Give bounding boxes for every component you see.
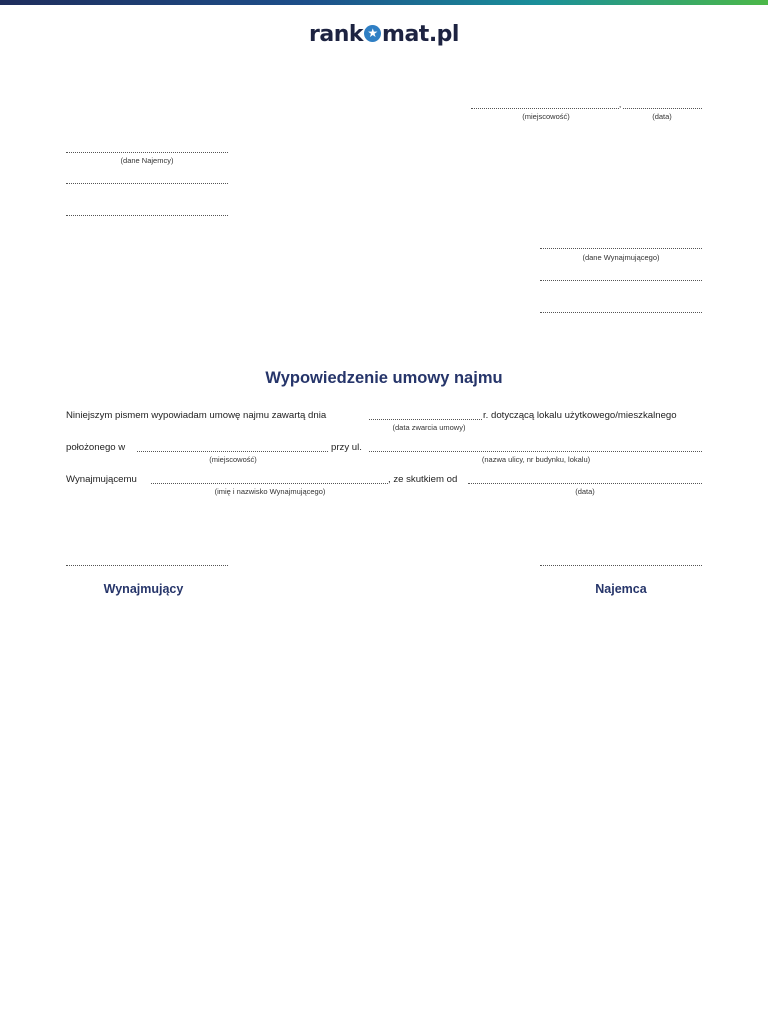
place-date-separator: , (619, 100, 622, 109)
effective-date-caption: (data) (575, 487, 595, 496)
body-line1-end: r. dotyczącą lokalu użytkowego/mieszkalnego (483, 410, 677, 421)
body-line3-mid: , ze skutkiem od (388, 474, 458, 485)
landlord-signature-line[interactable] (66, 565, 228, 566)
place-field-line[interactable] (471, 108, 619, 109)
tenant-data-line-3[interactable] (66, 215, 228, 216)
location-city-caption: (miejscowość) (209, 455, 257, 464)
landlord-name-field[interactable] (151, 483, 388, 484)
body-line1-start: Niniejszym pismem wypowiadam umowę najmu zawartą dnia (66, 410, 327, 421)
effective-date-field[interactable] (468, 483, 702, 484)
contract-date-field[interactable] (369, 419, 482, 420)
body-line2-start: położonego w (66, 442, 126, 453)
landlord-data-line-3[interactable] (540, 312, 702, 313)
logo-text-end: mat.pl (382, 22, 459, 47)
street-address-caption: (nazwa ulicy, nr budynku, lokalu) (481, 455, 591, 464)
landlord-name-caption: (imię i nazwisko Wynajmującego) (214, 487, 326, 496)
document-title: Wypowiedzenie umowy najmu (265, 369, 503, 387)
date-field-line[interactable] (623, 108, 702, 109)
landlord-data-line-2[interactable] (540, 280, 702, 281)
landlord-signature-label: Wynajmujący (103, 582, 184, 596)
place-caption: (miejscowość) (522, 112, 570, 121)
date-caption: (data) (652, 112, 672, 121)
rankomat-logo (0, 22, 768, 47)
body-line2-mid: przy ul. (331, 442, 362, 453)
logo-star-icon (364, 25, 381, 42)
tenant-signature-line[interactable] (540, 565, 702, 566)
landlord-data-caption: (dane Wynajmującego) (582, 253, 660, 262)
logo-text-start: rank (309, 22, 364, 47)
body-line3-start: Wynajmującemu (66, 474, 137, 485)
tenant-data-line-1[interactable] (66, 152, 228, 153)
tenant-signature-label: Najemca (595, 582, 647, 596)
location-city-field[interactable] (137, 451, 328, 452)
top-gradient-bar (0, 0, 768, 5)
contract-date-caption: (data zwarcia umowy) (392, 423, 466, 432)
logo-star-glyph: ★ (367, 26, 378, 40)
landlord-data-line-1[interactable] (540, 248, 702, 249)
street-address-field[interactable] (369, 451, 702, 452)
tenant-data-line-2[interactable] (66, 183, 228, 184)
tenant-data-caption: (dane Najemcy) (120, 156, 174, 165)
